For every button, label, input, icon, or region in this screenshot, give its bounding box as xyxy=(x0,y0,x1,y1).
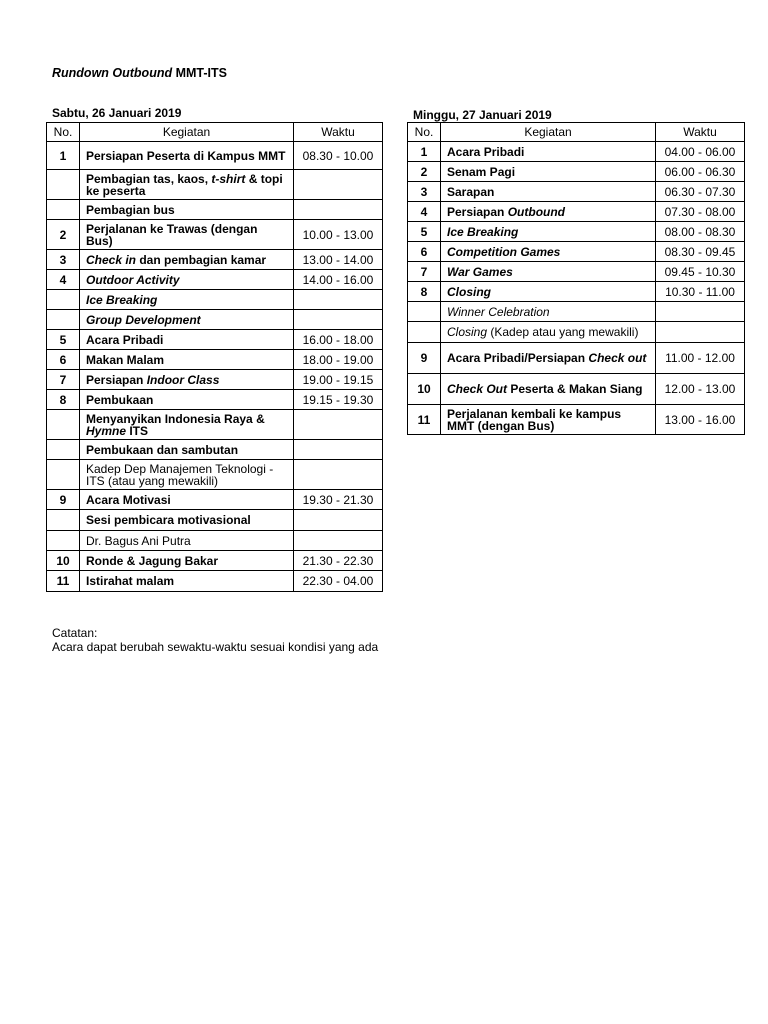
table-row xyxy=(47,531,383,551)
activity-cell xyxy=(441,202,656,222)
row-number xyxy=(47,200,80,220)
row-number: 3 xyxy=(408,182,441,202)
time-cell: 06.30 - 07.30 xyxy=(656,182,745,202)
row-number xyxy=(47,310,80,330)
activity-cell xyxy=(80,170,294,200)
activity-cell xyxy=(441,142,656,162)
table-row xyxy=(47,290,383,310)
time-cell: 12.00 - 13.00 xyxy=(656,374,745,405)
activity-text: Sarapan xyxy=(447,184,495,199)
time-cell: 08.00 - 08.30 xyxy=(656,222,745,242)
table-row xyxy=(47,571,383,592)
document-title xyxy=(52,66,227,80)
table-row xyxy=(47,390,383,410)
time-cell: 11.00 - 12.00 xyxy=(656,343,745,374)
table-row xyxy=(47,220,383,250)
activity-cell xyxy=(80,220,294,250)
row-number xyxy=(408,302,441,322)
activity-text: Check in xyxy=(86,252,137,267)
row-number: 10 xyxy=(408,374,441,405)
activity-text: Persiapan xyxy=(447,204,508,219)
activity-text: War Games xyxy=(447,264,513,279)
table-row xyxy=(408,343,745,374)
time-cell xyxy=(656,322,745,343)
activity-text: (Kadep atau yang mewakili) xyxy=(487,325,639,339)
table-row xyxy=(47,440,383,460)
activity-text: Sesi pembicara motivasional xyxy=(86,513,251,527)
notes-block xyxy=(52,626,382,654)
row-number xyxy=(408,322,441,343)
notes-text: Acara dapat berubah sewaktu-waktu sesuai kondisi yang ada xyxy=(52,640,379,654)
activity-cell xyxy=(441,242,656,262)
activity-cell xyxy=(441,182,656,202)
time-cell xyxy=(294,310,383,330)
activity-cell xyxy=(80,510,294,531)
activity-text: Senam Pagi xyxy=(447,164,516,179)
activity-text: Perjalanan kembali ke kampus MMT (dengan Bus) xyxy=(447,406,622,433)
activity-cell xyxy=(80,551,294,571)
time-cell: 19.15 - 19.30 xyxy=(294,390,383,410)
activity-cell xyxy=(441,262,656,282)
row-number: 9 xyxy=(47,490,80,510)
time-cell: 07.30 - 08.00 xyxy=(656,202,745,222)
activity-cell xyxy=(441,374,656,405)
activity-text: Group Development xyxy=(86,312,201,327)
activity-cell xyxy=(80,370,294,390)
activity-text: Dr. Bagus Ani Putra xyxy=(86,533,191,548)
time-cell xyxy=(294,531,383,551)
activity-cell xyxy=(441,162,656,182)
row-number: 10 xyxy=(47,551,80,571)
activity-cell xyxy=(80,142,294,170)
activity-cell xyxy=(80,440,294,460)
day2-table-body xyxy=(408,142,745,435)
table-row xyxy=(47,350,383,370)
time-cell: 06.00 - 06.30 xyxy=(656,162,745,182)
activity-text: Istirahat malam xyxy=(86,574,175,588)
row-number: 3 xyxy=(47,250,80,270)
activity-cell xyxy=(441,322,656,343)
activity-cell xyxy=(80,270,294,290)
row-number: 5 xyxy=(408,222,441,242)
time-cell: 14.00 - 16.00 xyxy=(294,270,383,290)
activity-text: Kadep Dep Manajemen Teknologi - ITS (atau yang mewakili) xyxy=(86,461,274,488)
time-cell: 16.00 - 18.00 xyxy=(294,330,383,350)
notes-label: Catatan: xyxy=(52,626,98,640)
row-number: 1 xyxy=(408,142,441,162)
time-cell xyxy=(294,170,383,200)
time-cell: 08.30 - 09.45 xyxy=(656,242,745,262)
activity-text: Check out xyxy=(588,351,647,365)
activity-text: Outbound xyxy=(507,204,566,219)
time-cell: 13.00 - 16.00 xyxy=(656,405,745,435)
table-row xyxy=(408,322,745,343)
activity-text: Closing xyxy=(447,284,491,299)
table-row xyxy=(47,310,383,330)
col-waktu-header: Waktu xyxy=(656,123,745,142)
col-no-header: No. xyxy=(408,123,441,142)
activity-text: Persiapan xyxy=(86,372,147,387)
activity-text: dan pembagian kamar xyxy=(136,252,267,267)
table-row xyxy=(47,142,383,170)
activity-text: Acara Pribadi xyxy=(447,144,525,159)
time-cell xyxy=(294,440,383,460)
row-number xyxy=(47,410,80,440)
activity-cell xyxy=(441,343,656,374)
table-row xyxy=(47,270,383,290)
day2-header-row xyxy=(408,123,745,142)
activity-cell xyxy=(441,222,656,242)
activity-text: Pembukaan dan sambutan xyxy=(86,442,239,457)
table-row xyxy=(408,222,745,242)
table-row xyxy=(408,374,745,405)
activity-text: Ronde & Jagung Bakar xyxy=(86,553,219,568)
row-number: 2 xyxy=(408,162,441,182)
table-row xyxy=(47,250,383,270)
row-number: 8 xyxy=(408,282,441,302)
activity-cell xyxy=(80,250,294,270)
row-number xyxy=(47,510,80,531)
time-cell xyxy=(294,290,383,310)
row-number: 5 xyxy=(47,330,80,350)
activity-text: Pembagian bus xyxy=(86,202,175,217)
table-row xyxy=(408,405,745,435)
day2-table xyxy=(407,122,745,435)
row-number: 11 xyxy=(408,405,441,435)
activity-cell xyxy=(80,350,294,370)
table-row xyxy=(47,551,383,571)
row-number: 8 xyxy=(47,390,80,410)
activity-cell xyxy=(80,410,294,440)
table-row xyxy=(47,370,383,390)
time-cell xyxy=(294,460,383,490)
time-cell: 19.30 - 21.30 xyxy=(294,490,383,510)
table-row xyxy=(408,302,745,322)
activity-text: ITS xyxy=(126,423,149,438)
table-row xyxy=(408,202,745,222)
activity-cell xyxy=(441,282,656,302)
table-row xyxy=(47,200,383,220)
activity-cell xyxy=(80,200,294,220)
row-number: 2 xyxy=(47,220,80,250)
row-number: 6 xyxy=(408,242,441,262)
row-number xyxy=(47,440,80,460)
activity-text: Makan Malam xyxy=(86,352,165,367)
row-number: 4 xyxy=(47,270,80,290)
activity-text: Competition Games xyxy=(447,244,561,259)
activity-cell xyxy=(441,302,656,322)
table-row xyxy=(408,262,745,282)
row-number: 7 xyxy=(47,370,80,390)
time-cell: 18.00 - 19.00 xyxy=(294,350,383,370)
table-row xyxy=(47,170,383,200)
day1-heading: Sabtu, 26 Januari 2019 xyxy=(52,106,182,120)
table-row xyxy=(408,182,745,202)
activity-cell xyxy=(80,460,294,490)
activity-text: t-shirt xyxy=(211,171,246,186)
activity-text: & topi ke peserta xyxy=(86,171,283,198)
row-number xyxy=(47,460,80,490)
activity-text: Pembukaan xyxy=(86,392,154,407)
activity-text: Menyanyikan Indonesia Raya & xyxy=(86,411,265,426)
day1-table-body xyxy=(47,142,383,592)
row-number: 6 xyxy=(47,350,80,370)
activity-text: Outdoor Activity xyxy=(86,272,180,287)
time-cell: 09.45 - 10.30 xyxy=(656,262,745,282)
day1-table xyxy=(46,122,383,592)
table-row xyxy=(47,490,383,510)
table-row xyxy=(47,410,383,440)
time-cell: 13.00 - 14.00 xyxy=(294,250,383,270)
time-cell: 10.30 - 11.00 xyxy=(656,282,745,302)
activity-text: Persiapan Peserta di Kampus MMT xyxy=(86,148,286,163)
time-cell: 04.00 - 06.00 xyxy=(656,142,745,162)
activity-cell xyxy=(80,571,294,592)
title-rest: MMT-ITS xyxy=(172,66,227,80)
time-cell xyxy=(656,302,745,322)
activity-text: Acara Pribadi xyxy=(86,332,164,347)
table-row xyxy=(408,162,745,182)
time-cell xyxy=(294,510,383,531)
activity-text: Perjalanan ke Trawas (dengan Bus) xyxy=(86,221,258,248)
col-no-header: No. xyxy=(47,123,80,142)
activity-text: Peserta & Makan Siang xyxy=(507,382,643,396)
activity-text: Ice Breaking xyxy=(447,224,519,239)
row-number xyxy=(47,170,80,200)
day1-header-row xyxy=(47,123,383,142)
activity-text: Indoor Class xyxy=(146,372,220,387)
activity-cell xyxy=(80,490,294,510)
activity-cell xyxy=(80,310,294,330)
row-number: 4 xyxy=(408,202,441,222)
table-row xyxy=(408,242,745,262)
activity-text: Acara Motivasi xyxy=(86,492,171,507)
activity-text: Pembagian tas, kaos, xyxy=(86,171,212,186)
table-row xyxy=(408,282,745,302)
time-cell: 22.30 - 04.00 xyxy=(294,571,383,592)
table-row xyxy=(408,142,745,162)
row-number: 11 xyxy=(47,571,80,592)
time-cell: 19.00 - 19.15 xyxy=(294,370,383,390)
time-cell xyxy=(294,410,383,440)
row-number: 1 xyxy=(47,142,80,170)
row-number: 7 xyxy=(408,262,441,282)
row-number xyxy=(47,531,80,551)
time-cell: 08.30 - 10.00 xyxy=(294,142,383,170)
activity-cell xyxy=(80,390,294,410)
time-cell: 21.30 - 22.30 xyxy=(294,551,383,571)
activity-text: Closing xyxy=(447,325,488,339)
day2-heading: Minggu, 27 Januari 2019 xyxy=(413,108,552,122)
activity-text: Hymne xyxy=(86,423,127,438)
activity-cell xyxy=(80,330,294,350)
col-waktu-header: Waktu xyxy=(294,123,383,142)
title-italic: Rundown Outbound xyxy=(52,66,173,80)
row-number: 9 xyxy=(408,343,441,374)
col-kegiatan-header: Kegiatan xyxy=(80,123,294,142)
activity-cell xyxy=(80,531,294,551)
row-number xyxy=(47,290,80,310)
activity-cell xyxy=(80,290,294,310)
table-row xyxy=(47,330,383,350)
activity-text: Winner Celebration xyxy=(447,304,550,319)
time-cell: 10.00 - 13.00 xyxy=(294,220,383,250)
time-cell xyxy=(294,200,383,220)
col-kegiatan-header: Kegiatan xyxy=(441,123,656,142)
activity-text: Check Out xyxy=(447,382,508,396)
activity-cell xyxy=(441,405,656,435)
activity-text: Ice Breaking xyxy=(86,292,158,307)
table-row xyxy=(47,510,383,531)
activity-text: Acara Pribadi/Persiapan xyxy=(447,351,589,365)
table-row xyxy=(47,460,383,490)
